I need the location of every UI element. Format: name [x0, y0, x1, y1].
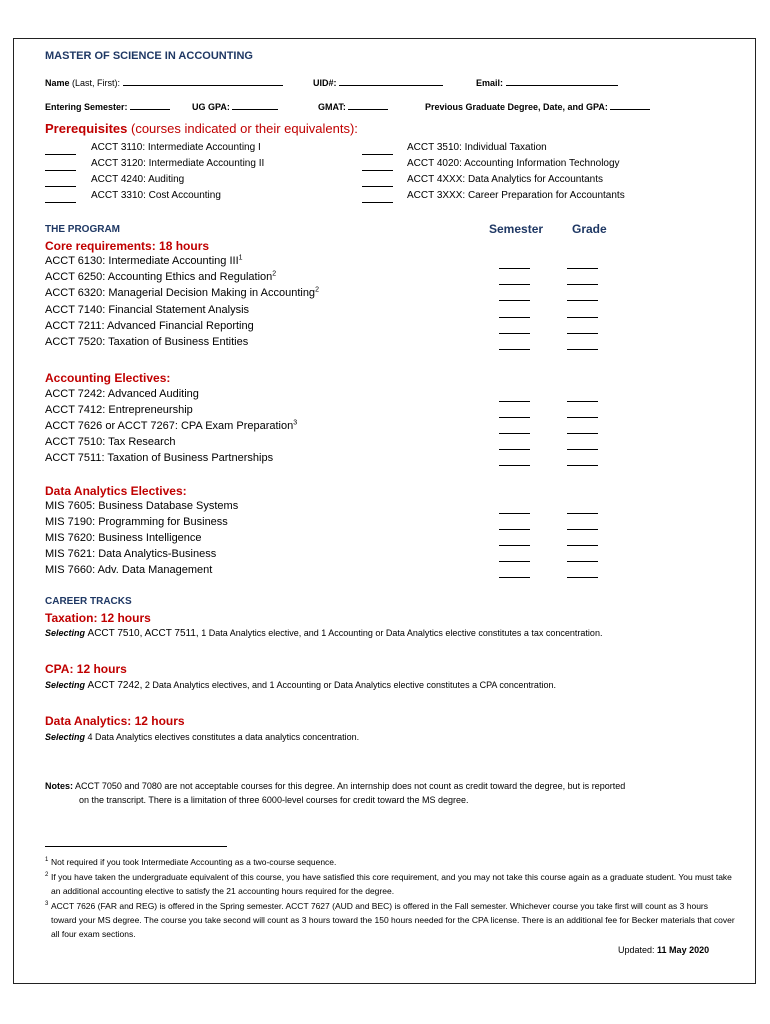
footnote-text: If you have taken the undergraduate equivalent of this course, you have satisfied this core requirement, and you may not take this course again as a graduate student. You must take an additional accounting elective to satisfy the 21 accounting hours required for the degree.	[51, 872, 732, 896]
footnote-text: Not required if you took Intermediate Accounting as a two-course sequence.	[51, 857, 337, 867]
course-name: ACCT 7211: Advanced Financial Reporting	[45, 319, 254, 332]
course-name: ACCT 7626 or ACCT 7267: CPA Exam Preparation	[45, 420, 294, 432]
course-title	[45, 452, 273, 464]
prereq-item: ACCT 4020: Accounting Information Technology	[407, 158, 620, 169]
footnote-ref: 1	[238, 254, 243, 262]
grade-blank[interactable]	[567, 267, 598, 269]
course-name: ACCT 7510: Tax Research	[45, 436, 176, 448]
ug-gpa-field	[192, 100, 278, 112]
semester-blank[interactable]	[499, 528, 530, 530]
semester-blank[interactable]	[499, 332, 530, 334]
course-title	[45, 271, 276, 283]
course-name: MIS 7605: Business Database Systems	[45, 500, 239, 512]
course-title	[45, 516, 228, 528]
footnote-text: ACCT 7626 (FAR and REG) is offered in the Spring semester. ACCT 7627 (AUD and BEC) is offered in the Fall semester. Whichever course you take first will count as 3 hours toward your MS degree. The course you take second will count as 3 hours toward the 150 hours needed for the CPA license. There is an additional fee for Becker materials that cover all four exam sections.	[51, 901, 735, 939]
notes-label: Notes:	[45, 781, 74, 791]
semester-blank[interactable]	[499, 267, 530, 269]
gmat-field	[318, 100, 388, 112]
course-name: ACCT 7511: Taxation of Business Partnerships	[45, 452, 274, 464]
course-name: MIS 7620: Business Intelligence	[45, 532, 202, 544]
uid-label: UID#:	[313, 78, 337, 88]
page-title: MASTER OF SCIENCE IN ACCOUNTING	[45, 50, 253, 62]
course-name: MIS 7190: Programming for Business	[45, 516, 228, 528]
grade-blank[interactable]	[567, 316, 598, 318]
prereq-check-line[interactable]	[362, 185, 393, 187]
footnote-separator	[45, 846, 227, 847]
prereq-check-line[interactable]	[362, 153, 393, 155]
notes-line-1: ACCT 7050 and 7080 are not acceptable courses for this degree. An internship does not count as credit toward the degree, but is reported	[75, 781, 626, 791]
course-name: MIS 7621: Data Analytics-Business	[45, 548, 217, 560]
course-title	[45, 548, 216, 560]
footnote-ref: 2	[315, 286, 319, 294]
semester-blank[interactable]	[499, 544, 530, 546]
prereq-item: ACCT 3XXX: Career Preparation for Accountants	[407, 190, 625, 201]
email-input-line[interactable]	[506, 76, 618, 86]
prerequisites-heading	[45, 121, 358, 136]
track-lead: Selecting	[45, 680, 86, 690]
course-title	[45, 255, 243, 267]
course-title	[45, 404, 193, 416]
prereq-item: ACCT 3510: Individual Taxation	[407, 142, 547, 153]
name-input-line[interactable]	[123, 76, 283, 86]
prereq-item: ACCT 4240: Auditing	[91, 174, 185, 185]
grade-blank[interactable]	[567, 299, 598, 301]
semester-blank[interactable]	[499, 432, 530, 434]
accounting-electives-heading: Accounting Electives:	[45, 371, 171, 385]
grade-blank[interactable]	[567, 416, 598, 418]
footnote-3	[45, 899, 735, 941]
prereq-check-line[interactable]	[362, 201, 393, 203]
prerequisites-subtitle: (courses indicated or their equivalents):	[131, 121, 358, 136]
name-hint: (Last, First):	[72, 78, 121, 88]
footnote-2	[45, 870, 735, 898]
taxation-track-title: Taxation: 12 hours	[45, 611, 151, 625]
grade-column-header: Grade	[572, 222, 607, 236]
course-name: MIS 7660: Adv. Data Management	[45, 564, 213, 576]
footnote-number: 2	[45, 872, 49, 878]
grade-blank[interactable]	[567, 544, 598, 546]
previous-degree-input-line[interactable]	[610, 100, 650, 110]
prereq-item: ACCT 4XXX: Data Analytics for Accountants	[407, 174, 604, 185]
footnote-1	[45, 855, 735, 869]
semester-blank[interactable]	[499, 299, 530, 301]
cpa-track-description	[45, 680, 556, 691]
grade-blank[interactable]	[567, 448, 598, 450]
core-requirements-heading: Core requirements: 18 hours	[45, 239, 210, 253]
program-heading: THE PROGRAM	[45, 224, 120, 235]
course-name: ACCT 6250: Accounting Ethics and Regulation	[45, 271, 273, 284]
uid-input-line[interactable]	[339, 76, 443, 86]
track-lead: Selecting	[45, 732, 86, 742]
prereq-check-line[interactable]	[45, 185, 76, 187]
entering-semester-label: Entering Semester:	[45, 102, 128, 112]
prerequisites-title: Prerequisites	[45, 121, 128, 136]
course-name: ACCT 6320: Managerial Decision Making in Accounting	[45, 287, 316, 300]
updated-label: Updated:	[618, 945, 655, 955]
prereq-check-line[interactable]	[362, 169, 393, 171]
track-rest: 1 Data Analytics elective, and 1 Accounting or Data Analytics elective constitutes a tax concentration.	[201, 628, 603, 638]
data-analytics-track-title: Data Analytics: 12 hours	[45, 714, 185, 728]
grade-blank[interactable]	[567, 576, 598, 578]
prereq-check-line[interactable]	[45, 169, 76, 171]
course-name: ACCT 7140: Financial Statement Analysis	[45, 303, 250, 316]
grade-blank[interactable]	[567, 432, 598, 434]
semester-blank[interactable]	[499, 416, 530, 418]
track-rest: 2 Data Analytics electives, and 1 Accounting or Data Analytics elective constitutes a CPA concentration.	[144, 680, 556, 690]
course-title	[45, 336, 248, 348]
updated-stamp	[618, 945, 709, 955]
semester-column-header: Semester	[489, 222, 544, 236]
prereq-item: ACCT 3310: Cost Accounting	[91, 190, 221, 201]
prereq-item: ACCT 3120: Intermediate Accounting II	[91, 158, 265, 169]
email-label: Email:	[476, 78, 504, 88]
course-name: ACCT 7412: Entrepreneurship	[45, 404, 193, 416]
previous-degree-field	[425, 100, 650, 112]
entering-semester-input-line[interactable]	[130, 100, 170, 110]
course-title	[45, 564, 212, 576]
course-title	[45, 420, 297, 432]
track-rest: 4 Data Analytics electives constitutes a data analytics concentration.	[87, 732, 360, 742]
notes-line-2: on the transcript. There is a limitation of three 6000-level courses for credit toward the MS degree.	[79, 795, 469, 805]
ug-gpa-input-line[interactable]	[232, 100, 278, 110]
grade-blank[interactable]	[567, 283, 598, 285]
course-name: ACCT 6130: Intermediate Accounting III	[45, 255, 239, 267]
prereq-check-line[interactable]	[45, 153, 76, 155]
footnote-number: 1	[45, 857, 49, 863]
grade-blank[interactable]	[567, 348, 598, 350]
cpa-track-title: CPA: 12 hours	[45, 662, 127, 676]
gmat-input-line[interactable]	[348, 100, 388, 110]
semester-blank[interactable]	[499, 512, 530, 514]
semester-blank[interactable]	[499, 576, 530, 578]
track-lead: Selecting	[45, 628, 86, 638]
semester-blank[interactable]	[499, 316, 530, 318]
track-courses: ACCT 7242,	[87, 680, 143, 691]
semester-blank[interactable]	[499, 348, 530, 350]
grade-blank[interactable]	[567, 332, 598, 334]
uid-field	[313, 76, 443, 88]
ug-gpa-label: UG GPA:	[192, 102, 230, 112]
grade-blank[interactable]	[567, 400, 598, 402]
prereq-item: ACCT 3110: Intermediate Accounting I	[91, 142, 261, 153]
course-name: ACCT 7242: Advanced Auditing	[45, 388, 199, 400]
taxation-track-description	[45, 628, 602, 639]
name-label: Name	[45, 78, 70, 88]
career-tracks-heading: CAREER TRACKS	[45, 596, 132, 607]
grade-blank[interactable]	[567, 464, 598, 466]
course-title	[45, 436, 175, 448]
email-field	[476, 76, 618, 88]
semester-blank[interactable]	[499, 448, 530, 450]
course-title	[45, 388, 199, 400]
grade-blank[interactable]	[567, 528, 598, 530]
course-title	[45, 500, 238, 512]
name-field	[45, 76, 283, 88]
prereq-check-line[interactable]	[45, 201, 76, 203]
course-name: ACCT 7520: Taxation of Business Entities	[45, 336, 249, 348]
updated-date: 11 May 2020	[657, 945, 710, 955]
footnote-number: 3	[45, 901, 49, 907]
course-title	[45, 532, 202, 544]
semester-blank[interactable]	[499, 283, 530, 285]
track-courses: ACCT 7510, ACCT 7511,	[87, 628, 199, 639]
data-analytics-electives-heading: Data Analytics Electives:	[45, 484, 187, 498]
gmat-label: GMAT:	[318, 102, 346, 112]
previous-degree-label: Previous Graduate Degree, Date, and GPA:	[425, 102, 608, 112]
course-title	[45, 287, 319, 299]
footnote-ref: 2	[272, 270, 277, 278]
notes-block	[45, 781, 625, 791]
grade-blank[interactable]	[567, 560, 598, 562]
data-analytics-track-description	[45, 732, 359, 742]
grade-blank[interactable]	[567, 512, 598, 514]
semester-blank[interactable]	[499, 464, 530, 466]
footnote-ref: 3	[293, 419, 298, 427]
semester-blank[interactable]	[499, 400, 530, 402]
entering-semester-field	[45, 100, 170, 112]
semester-blank[interactable]	[499, 560, 530, 562]
course-title	[45, 304, 249, 316]
course-title	[45, 320, 254, 332]
